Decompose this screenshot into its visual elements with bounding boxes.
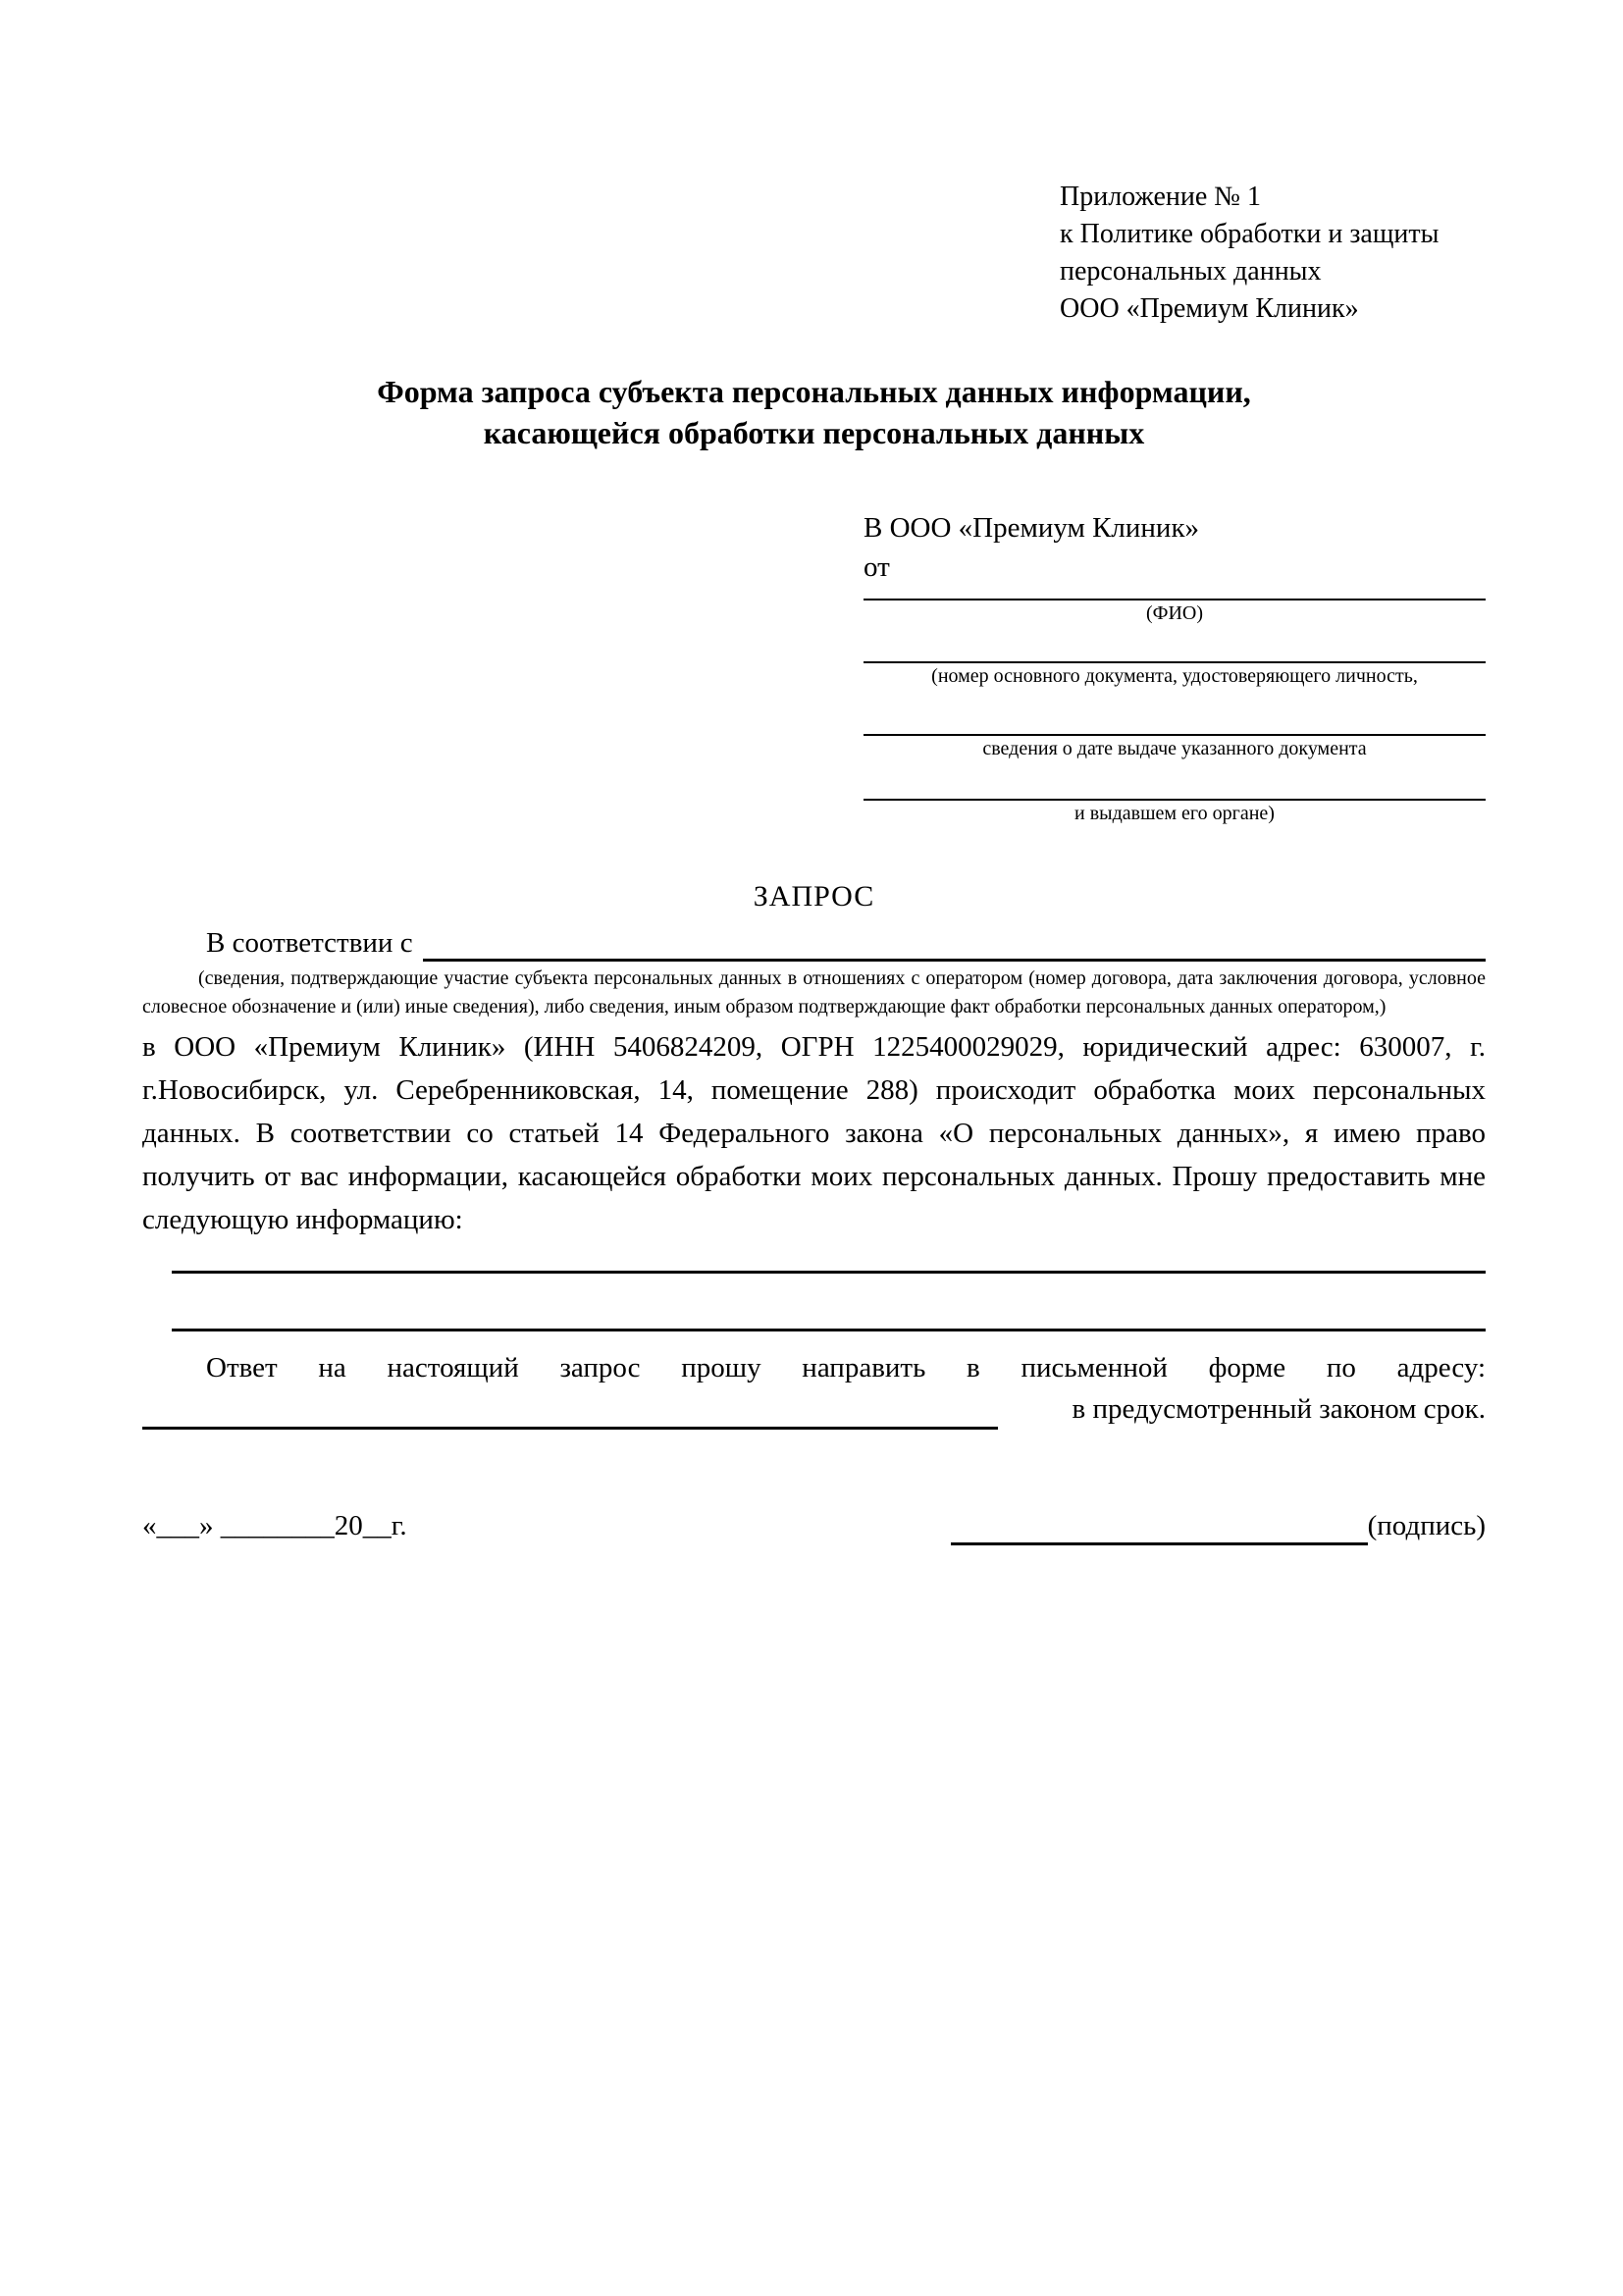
issuing-authority-blank-line [864,761,1486,801]
addressee-block [864,510,1486,826]
date-field: «___» ________20__г. [142,1510,407,1541]
fio-caption: (ФИО) [1145,602,1203,624]
request-body: в ООО «Премиум Клиник» (ИНН 5406824209, ОГРН 1225400029029, юридический адрес: 630007, г. г.Новосибирск, ул. Серебренниковская, 14, помещение 288) происходит обработка моих персональных данных. В соответствии со статьей 14 Федерального закона «О персональных данных», я имею право получить от вас информации, касающейся обработки моих персональных данных. Прошу предоставить мне следующую информацию: [142,1031,1486,1235]
appendix-header-line-1: Приложение № 1 [1060,182,1261,212]
request-heading: ЗАПРОС [753,880,875,913]
signature-group [951,1506,1486,1545]
fio-blank-line [864,585,1486,600]
basis-blank-line [423,925,1486,962]
appendix-header-line-2: к Политике обработки и защиты [1060,219,1440,249]
signature-caption: (подпись) [1367,1510,1486,1541]
basis-row [142,924,1486,962]
issuing-authority-caption: и выдавшем его органе) [1074,803,1275,824]
addressee-from: от [864,551,890,583]
document-title-line-2: касающейся обработки персональных данных [483,415,1145,450]
address-blank-line [142,1389,998,1430]
reply-address-row [142,1388,1486,1430]
document-number-caption: (номер основного документа, удостоверяющего личность, [931,665,1418,687]
basis-lead-text: В соответствии с [206,927,413,959]
info-blank-line-1 [172,1241,1486,1274]
signature-blank-line [951,1507,1368,1545]
addressee-to: В ООО «Премиум Клиник» [864,512,1200,544]
appendix-header [1060,179,1486,328]
document-title-line-1: Форма запроса субъекта персональных данных информации, [377,374,1251,409]
document-title [142,371,1486,453]
reply-suffix: в предусмотренный законом срок. [1072,1393,1486,1425]
date-signature-row [142,1506,1486,1545]
issue-date-blank-line [864,689,1486,736]
appendix-header-line-3: персональных данных [1060,256,1322,287]
issue-date-caption: сведения о дате выдаче указанного документа [982,738,1367,759]
document-number-blank-line [864,626,1486,663]
basis-fine-print: (сведения, подтверждающие участие субъекта персональных данных в отношениях с оператором (номер договора, дата заключения договора, условное словесное обозначение и (или) иные сведения), либо сведения, иным образом подтверждающие факт обработки персональных данных оператором,) [142,967,1486,1018]
appendix-header-line-4: ООО «Премиум Клиник» [1060,293,1359,324]
reply-text: Ответ на настоящий запрос прошу направить в письменной форме по адресу: [206,1352,1486,1383]
info-blank-line-2 [172,1274,1486,1331]
